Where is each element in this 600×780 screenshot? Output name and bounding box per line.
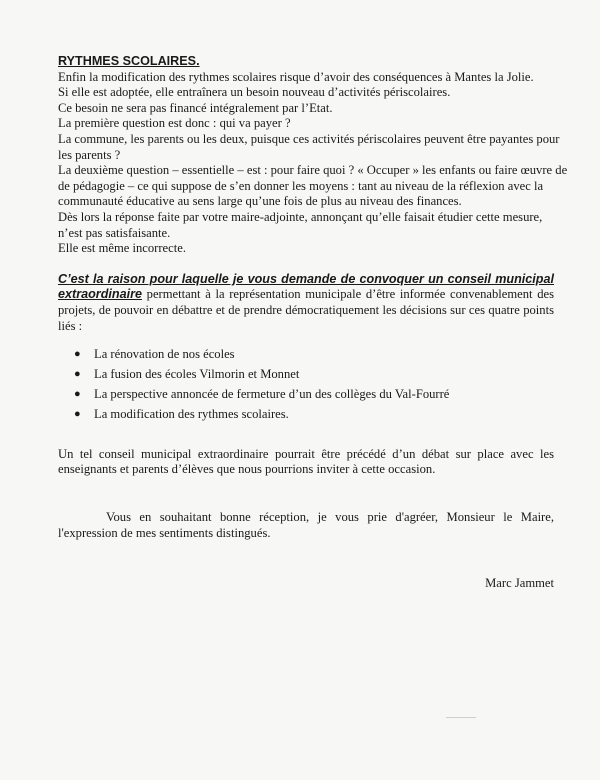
scan-smudge — [446, 717, 476, 718]
text-line: La première question est donc : qui va payer ? — [58, 116, 291, 131]
text-line: n’est pas satisfaisante. — [58, 225, 171, 240]
list-item-label: La modification des rythmes scolaires. — [94, 407, 289, 422]
text-line: Ce besoin ne sera pas financé intégralement par l’Etat. — [58, 100, 333, 115]
text-line: de pédagogie – ce qui suppose de s’en donner les moyens : tant au niveau de la réflexion avec la — [58, 178, 544, 193]
text-line: Elle est même incorrecte. — [58, 241, 186, 256]
request-emphasis: C’est la raison pour laquelle je vous demande de convoquer un conseil municipal extraordinaire — [58, 271, 554, 302]
text-line: La commune, les parents ou les deux, puisque ces activités périscolaires peuvent être payantes pour — [58, 131, 560, 146]
list-item-label: La perspective annoncée de fermeture d’un des collèges du Val-Fourré — [94, 387, 450, 402]
text-line: La deuxième question – essentielle – est : pour faire quoi ? « Occuper » les enfants ou faire œuvre de — [58, 163, 568, 178]
text-line: les parents ? — [58, 147, 121, 162]
signature: Marc Jammet — [485, 576, 554, 591]
salutation-paragraph: Vous en souhaitant bonne réception, je vous prie d'agréer, Monsieur le Maire, l'expression de mes sentiments distingués. — [58, 510, 554, 540]
bullet-icon: ● — [74, 408, 81, 421]
request-text: permettant à la représentation municipale d’être informée convenablement des projets, de pouvoir en débattre et de prendre démocratiquement les décisions sur ces quatre points liés : — [58, 287, 554, 333]
list-item-label: La rénovation de nos écoles — [94, 346, 235, 361]
bullet-icon: ● — [74, 388, 81, 401]
debate-paragraph: Un tel conseil municipal extraordinaire pourrait être précédé d’un débat sur place avec les enseignants et parents d’élèves que nous pourrions inviter à cette occasion. — [58, 446, 554, 477]
list-item-label: La fusion des écoles Vilmorin et Monnet — [94, 366, 300, 381]
list-item — [74, 367, 554, 383]
text-line: Dès lors la réponse faite par votre maire-adjointe, annonçant qu’elle faisait étudier cette mesure, — [58, 209, 543, 224]
request-paragraph — [58, 272, 554, 334]
points-list — [58, 347, 554, 423]
text-line: Enfin la modification des rythmes scolaires risque d’avoir des conséquences à Mantes la Jolie. — [58, 69, 534, 84]
text-line: communauté éducative au sens large qu’une fois de plus au niveau des finances. — [58, 194, 462, 209]
section-paragraph — [58, 69, 568, 257]
bullet-icon: ● — [74, 367, 81, 380]
bullet-icon: ● — [74, 347, 81, 360]
text-line: Si elle est adoptée, elle entraînera un besoin nouveau d’activités périscolaires. — [58, 85, 451, 100]
list-item — [74, 387, 554, 403]
letter-body — [58, 54, 568, 604]
list-item — [74, 347, 554, 363]
list-item — [74, 407, 554, 423]
section-heading: RYTHMES SCOLAIRES. — [58, 54, 200, 68]
